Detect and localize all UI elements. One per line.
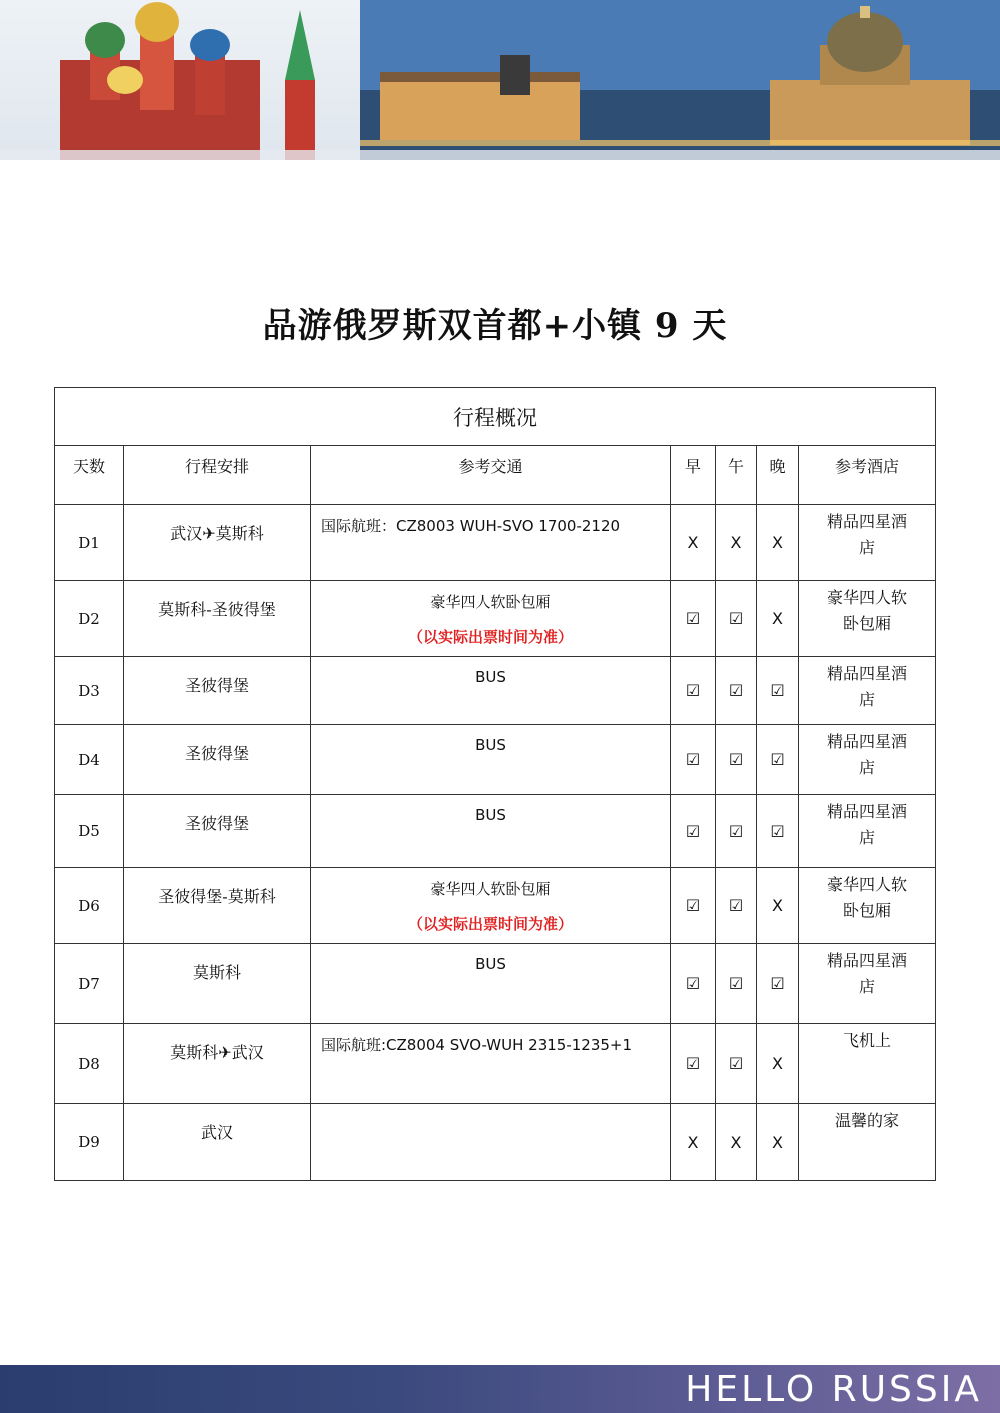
breakfast-cell: ☑ (671, 581, 716, 657)
hotel-cell (799, 1104, 936, 1181)
hotel-text: 温馨的家 (834, 1111, 899, 1130)
lunch-cell: ☑ (716, 944, 757, 1024)
lunch-cell: ☑ (716, 581, 757, 657)
dinner-cell: X (757, 505, 799, 581)
breakfast-cell: ☑ (671, 657, 716, 725)
day-cell: D4 (55, 725, 124, 795)
header-banner (0, 0, 1000, 160)
route-cell: 圣彼得堡 (124, 657, 311, 725)
footer-bar (0, 1365, 1000, 1413)
breakfast-cell: ☑ (671, 868, 716, 944)
breakfast-cell: X (671, 1104, 716, 1181)
hotel-text: 精品四星酒店 (827, 664, 908, 709)
table-row (55, 795, 936, 868)
day-cell: D6 (55, 868, 124, 944)
dinner-cell: X (757, 581, 799, 657)
transport-cell (311, 725, 671, 795)
hotel-text: 精品四星酒店 (827, 512, 908, 557)
lunch-cell: ☑ (716, 1024, 757, 1104)
transport-cell (311, 581, 671, 657)
dinner-cell: ☑ (757, 657, 799, 725)
hotel-text: 豪华四人软卧包厢 (827, 875, 908, 920)
transport-text: 豪华四人软卧包厢 (430, 880, 551, 898)
transport-cell (311, 795, 671, 868)
header-hotel: 参考酒店 (799, 446, 936, 505)
hotel-cell (799, 868, 936, 944)
breakfast-cell: ☑ (671, 1024, 716, 1104)
breakfast-cell: ☑ (671, 795, 716, 868)
transport-text: BUS (475, 736, 506, 754)
table-row (55, 505, 936, 581)
hotel-text: 飞机上 (842, 1031, 891, 1050)
header-dinner: 晚 (757, 446, 799, 505)
transport-text: 豪华四人软卧包厢 (430, 593, 551, 611)
table-row (55, 1024, 936, 1104)
day-cell: D3 (55, 657, 124, 725)
route-cell: 莫斯科✈武汉 (124, 1024, 311, 1104)
route-cell: 武汉✈莫斯科 (124, 505, 311, 581)
day-cell: D5 (55, 795, 124, 868)
header-route: 行程安排 (124, 446, 311, 505)
hotel-cell (799, 725, 936, 795)
breakfast-cell: ☑ (671, 944, 716, 1024)
hotel-text: 豪华四人软卧包厢 (827, 588, 908, 633)
banner-illustration (0, 0, 1000, 160)
header-transport: 参考交通 (311, 446, 671, 505)
transport-cell (311, 1024, 671, 1104)
transport-cell (311, 868, 671, 944)
transport-text: BUS (475, 806, 506, 824)
table-caption: 行程概况 (55, 388, 936, 446)
hotel-cell (799, 657, 936, 725)
dinner-cell: ☑ (757, 795, 799, 868)
transport-cell (311, 944, 671, 1024)
page-title: 品游俄罗斯双首都+小镇 9 天 (262, 306, 728, 346)
dinner-cell: X (757, 868, 799, 944)
header-day: 天数 (55, 446, 124, 505)
hotel-text: 精品四星酒店 (827, 732, 908, 777)
day-cell: D9 (55, 1104, 124, 1181)
dinner-cell: X (757, 1024, 799, 1104)
transport-text: 国际航班:CZ8004 SVO-WUH 2315-1235+1 (321, 1036, 633, 1054)
lunch-cell: X (716, 1104, 757, 1181)
hotel-text: 精品四星酒店 (827, 802, 908, 847)
dinner-cell: ☑ (757, 944, 799, 1024)
itinerary-table (54, 387, 936, 1181)
transport-note: （以实际出票时间为准） (407, 628, 573, 646)
table-row (55, 725, 936, 795)
hotel-cell (799, 505, 936, 581)
table-row (55, 868, 936, 944)
transport-text: BUS (475, 668, 506, 686)
st-basil-cathedral-icon (60, 2, 315, 160)
route-cell: 莫斯科-圣彼得堡 (124, 581, 311, 657)
hotel-cell (799, 1024, 936, 1104)
transport-cell (311, 505, 671, 581)
day-cell: D1 (55, 505, 124, 581)
day-cell: D7 (55, 944, 124, 1024)
transport-cell (311, 1104, 671, 1181)
hotel-cell (799, 581, 936, 657)
lunch-cell: ☑ (716, 795, 757, 868)
lunch-cell: ☑ (716, 657, 757, 725)
table-row (55, 944, 936, 1024)
transport-cell (311, 657, 671, 725)
breakfast-cell: ☑ (671, 725, 716, 795)
table-row (55, 657, 936, 725)
table-row (55, 581, 936, 657)
header-lunch: 午 (716, 446, 757, 505)
route-cell: 圣彼得堡-莫斯科 (124, 868, 311, 944)
route-cell: 圣彼得堡 (124, 725, 311, 795)
transport-text: 国际航班：CZ8003 WUH-SVO 1700-2120 (321, 517, 621, 535)
dinner-cell: X (757, 1104, 799, 1181)
route-cell: 圣彼得堡 (124, 795, 311, 868)
route-cell: 武汉 (124, 1104, 311, 1181)
lunch-cell: ☑ (716, 868, 757, 944)
table-header-row (55, 446, 936, 505)
lunch-cell: X (716, 505, 757, 581)
breakfast-cell: X (671, 505, 716, 581)
route-cell: 莫斯科 (124, 944, 311, 1024)
day-cell: D8 (55, 1024, 124, 1104)
header-breakfast: 早 (671, 446, 716, 505)
hotel-cell (799, 795, 936, 868)
footer-brand: HELLO RUSSIA (685, 1369, 982, 1410)
transport-text: BUS (475, 955, 506, 973)
day-cell: D2 (55, 581, 124, 657)
dinner-cell: ☑ (757, 725, 799, 795)
table-row (55, 1104, 936, 1181)
hotel-cell (799, 944, 936, 1024)
lunch-cell: ☑ (716, 725, 757, 795)
transport-note: （以实际出票时间为准） (407, 915, 573, 933)
hotel-text: 精品四星酒店 (827, 951, 908, 996)
